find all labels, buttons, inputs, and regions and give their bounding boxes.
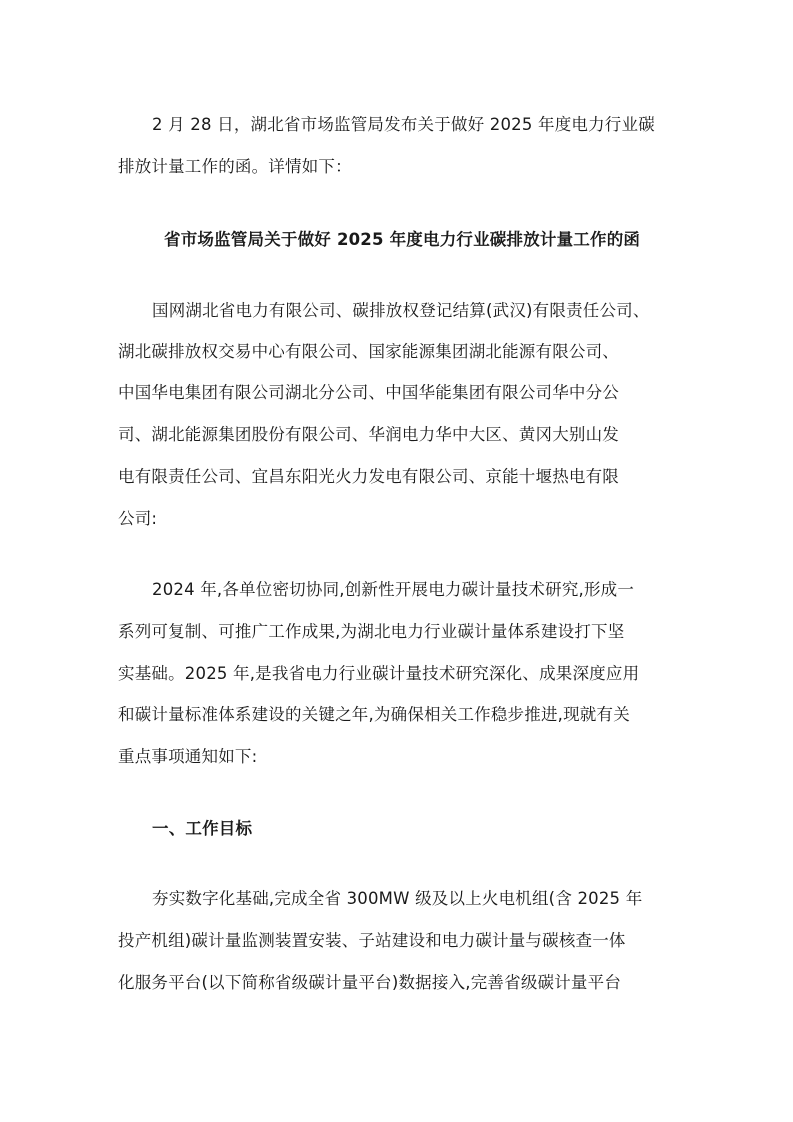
body-line-4: 和碳计量标准体系建设的关键之年,为确保相关工作稳步推进,现就有关: [118, 705, 630, 724]
document-title: 省市场监管局关于做好 2025 年度电力行业碳排放计量工作的函: [164, 230, 641, 249]
body-line-1: 2024 年,各单位密切协同,创新性开展电力碳计量技术研究,形成一: [152, 580, 635, 599]
body-line-3: 实基础。2025 年,是我省电力行业碳计量技术研究深化、成果深度应用: [118, 664, 640, 683]
addressee-line-1: 国网湖北省电力有限公司、碳排放权登记结算(武汉)有限责任公司、: [152, 301, 650, 320]
addressee-line-4: 司、湖北能源集团股份有限公司、华润电力华中大区、黄冈大别山发: [118, 425, 619, 444]
body-line-5: 重点事项通知如下:: [118, 747, 258, 766]
intro-line-1: 2 月 28 日，湖北省市场监管局发布关于做好 2025 年度电力行业碳: [152, 115, 655, 134]
section-line-3: 化服务平台(以下简称省级碳计量平台)数据接入,完善省级碳计量平台: [118, 973, 622, 992]
body-line-2: 系列可复制、可推广工作成果,为湖北电力行业碳计量体系建设打下坚: [118, 622, 625, 641]
addressee-line-5: 电有限责任公司、宜昌东阳光火力发电有限公司、京能十堰热电有限: [118, 467, 619, 486]
section-heading: 一、工作目标: [152, 819, 253, 838]
section-line-2: 投产机组)碳计量监测装置安装、子站建设和电力碳计量与碳核查一体: [118, 931, 626, 950]
addressee-line-3: 中国华电集团有限公司湖北分公司、中国华能集团有限公司华中分公: [118, 383, 619, 402]
intro-line-2: 排放计量工作的函。详情如下：: [118, 157, 352, 176]
addressee-line-2: 湖北碳排放权交易中心有限公司、国家能源集团湖北能源有限公司、: [118, 342, 619, 361]
section-line-1: 夯实数字化基础,完成全省 300MW 级及以上火电机组(含 2025 年: [152, 889, 643, 908]
addressee-line-6: 公司:: [118, 509, 158, 528]
